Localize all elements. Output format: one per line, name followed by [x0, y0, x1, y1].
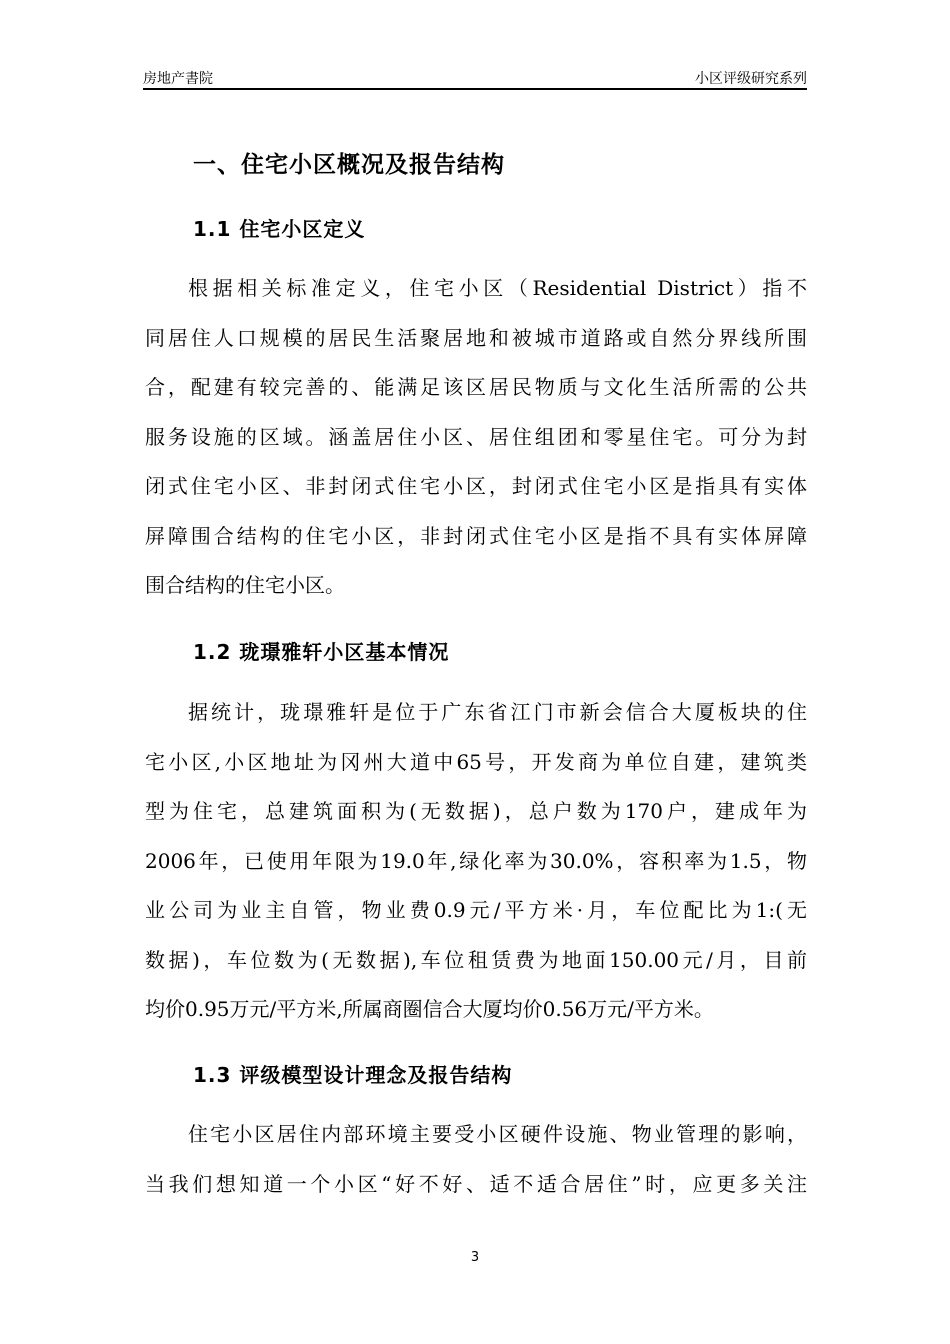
text-line: 合，配建有较完善的、能满足该区居民物质与文化生活所需的公共 — [145, 375, 807, 399]
text-line: 2006年，已使用年限为19.0年,绿化率为30.0%，容积率为1.5，物 — [145, 848, 807, 873]
section-body-1-1 — [145, 264, 807, 611]
section-title-1-3: 1.3 评级模型设计理念及报告结构 — [193, 1063, 513, 1087]
text-line: 同居住人口规模的居民生活聚居地和被城市道路或自然分界线所围 — [145, 325, 807, 350]
text-line: 业公司为业主自管，物业费0.9元/平方米·月，车位配比为1:(无 — [145, 898, 807, 922]
section-title-1-2: 1.2 珑璟雅轩小区基本情况 — [193, 640, 450, 664]
text-line: 住宅小区居住内部环境主要受小区硬件设施、物业管理的影响， — [188, 1122, 807, 1146]
page-number: 3 — [470, 1250, 480, 1265]
section-title-1-1: 1.1 住宅小区定义 — [193, 217, 366, 241]
text-line: 围合结构的住宅小区。 — [145, 573, 345, 597]
page-header — [143, 66, 807, 90]
text-line: 型为住宅，总建筑面积为(无数据)，总户数为170户，建成年为 — [145, 799, 807, 823]
text-line: 屏障围合结构的住宅小区，非封闭式住宅小区是指不具有实体屏障 — [145, 523, 807, 548]
text-line: 数据)，车位数为(无数据),车位租赁费为地面150.00元/月，目前 — [145, 947, 807, 972]
section-body-1-3 — [145, 1110, 807, 1209]
chapter-title: 一、住宅小区概况及报告结构 — [193, 152, 505, 178]
text-line: 根据相关标准定义，住宅小区（Residential District）指不 — [188, 276, 807, 300]
text-line: 据统计，珑璟雅轩是位于广东省江门市新会信合大厦板块的住 — [188, 700, 807, 724]
header-series-title: 小区评级研究系列 — [695, 71, 807, 87]
section-body-1-2 — [145, 688, 807, 1035]
text-line: 闭式住宅小区、非封闭式住宅小区，封闭式住宅小区是指具有实体 — [145, 474, 807, 498]
text-line: 当我们想知道一个小区“好不好、适不适合居住”时，应更多关注 — [145, 1171, 807, 1196]
text-line: 宅小区,小区地址为冈州大道中65号，开发商为单位自建，建筑类 — [145, 749, 807, 774]
text-line: 均价0.95万元/平方米,所属商圈信合大厦均价0.56万元/平方米。 — [145, 997, 714, 1021]
header-publisher: 房地产書院 — [143, 71, 213, 87]
text-line: 服务设施的区域。涵盖居住小区、居住组团和零星住宅。可分为封 — [145, 424, 807, 449]
